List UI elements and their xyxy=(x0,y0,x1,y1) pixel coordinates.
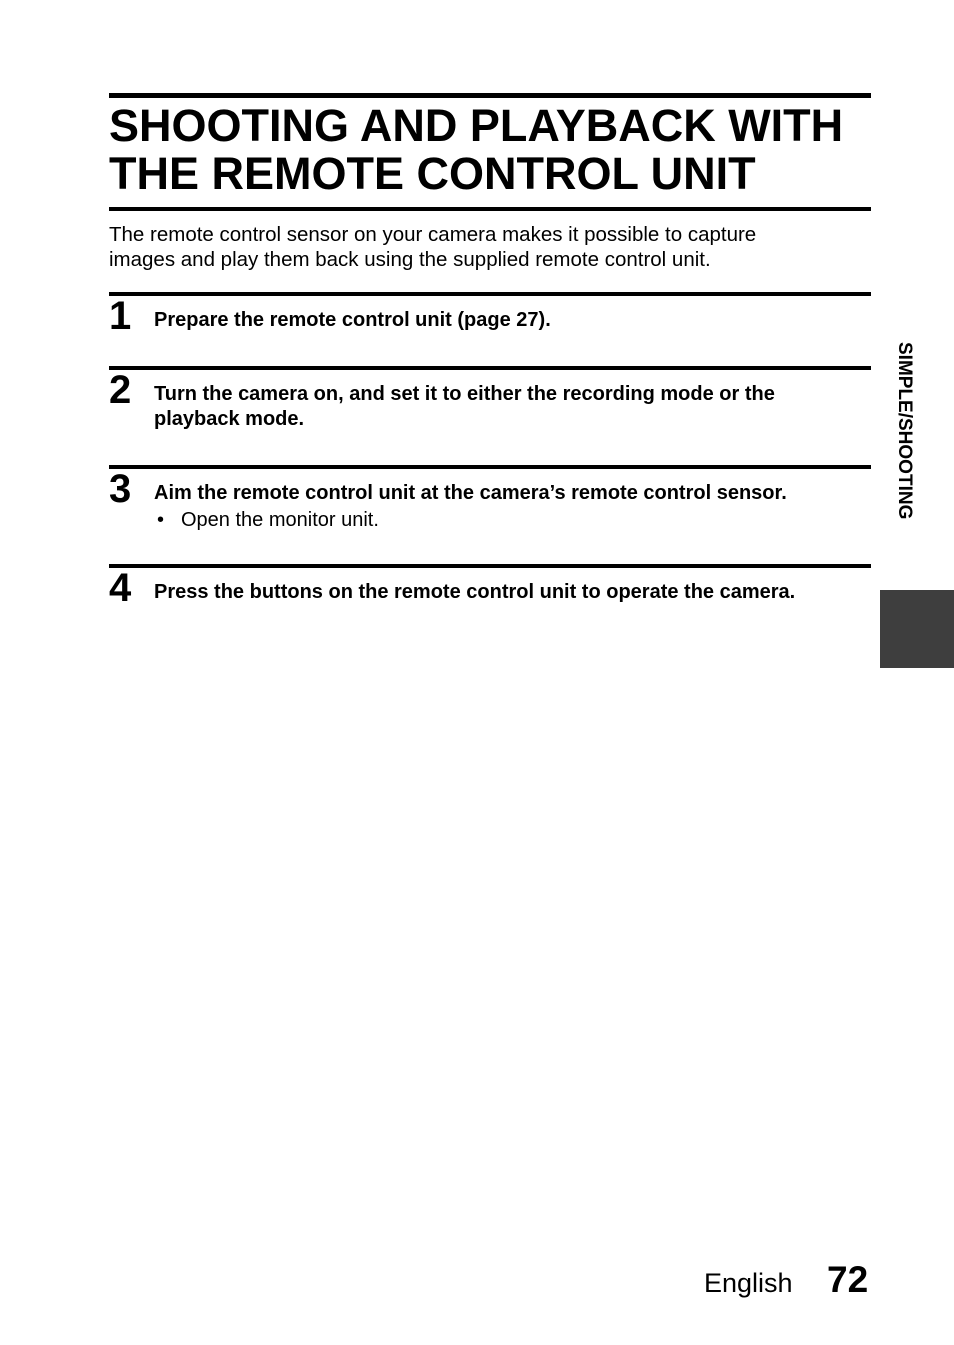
step-2-number: 2 xyxy=(109,368,132,412)
section-tab-label: SIMPLE/SHOOTING xyxy=(894,342,915,520)
bullet-marker: • xyxy=(157,509,165,531)
step-1-text xyxy=(154,308,871,333)
step-1-rule xyxy=(109,292,871,296)
step-2-text xyxy=(154,382,871,432)
step-2-line-1: Turn the camera on, and set it to either the recording mode or the xyxy=(154,383,775,405)
step-3-number: 3 xyxy=(109,467,132,511)
step-3-line-1: Aim the remote control unit at the camera’s remote control sensor. xyxy=(154,482,787,504)
title-bottom-rule xyxy=(109,207,871,211)
intro-line-1: The remote control sensor on your camera makes it possible to capture xyxy=(109,223,757,246)
page-title-line-1: SHOOTING AND PLAYBACK WITH xyxy=(109,100,844,151)
title-top-rule xyxy=(109,93,871,98)
step-4-text xyxy=(154,580,871,605)
intro-paragraph xyxy=(109,222,871,272)
step-4-number: 4 xyxy=(109,566,132,610)
step-4-rule xyxy=(109,564,871,568)
step-3-bullet xyxy=(157,508,379,533)
step-3-bullet-text: Open the monitor unit. xyxy=(181,509,379,531)
intro-line-2: images and play them back using the supplied remote control unit. xyxy=(109,248,711,271)
step-1-line-1: Prepare the remote control unit (page 27). xyxy=(154,309,551,331)
step-3-text xyxy=(154,481,871,506)
section-tab-marker xyxy=(880,590,954,668)
page-title-line-2: THE REMOTE CONTROL UNIT xyxy=(109,148,756,199)
step-2-line-2: playback mode. xyxy=(154,408,305,430)
footer-page-number: 72 xyxy=(827,1259,869,1300)
step-1-number: 1 xyxy=(109,294,132,338)
page-title xyxy=(109,102,871,198)
step-2-rule xyxy=(109,366,871,370)
footer-language: English xyxy=(704,1268,793,1298)
step-3-rule xyxy=(109,465,871,469)
step-4-line-1: Press the buttons on the remote control unit to operate the camera. xyxy=(154,581,796,603)
